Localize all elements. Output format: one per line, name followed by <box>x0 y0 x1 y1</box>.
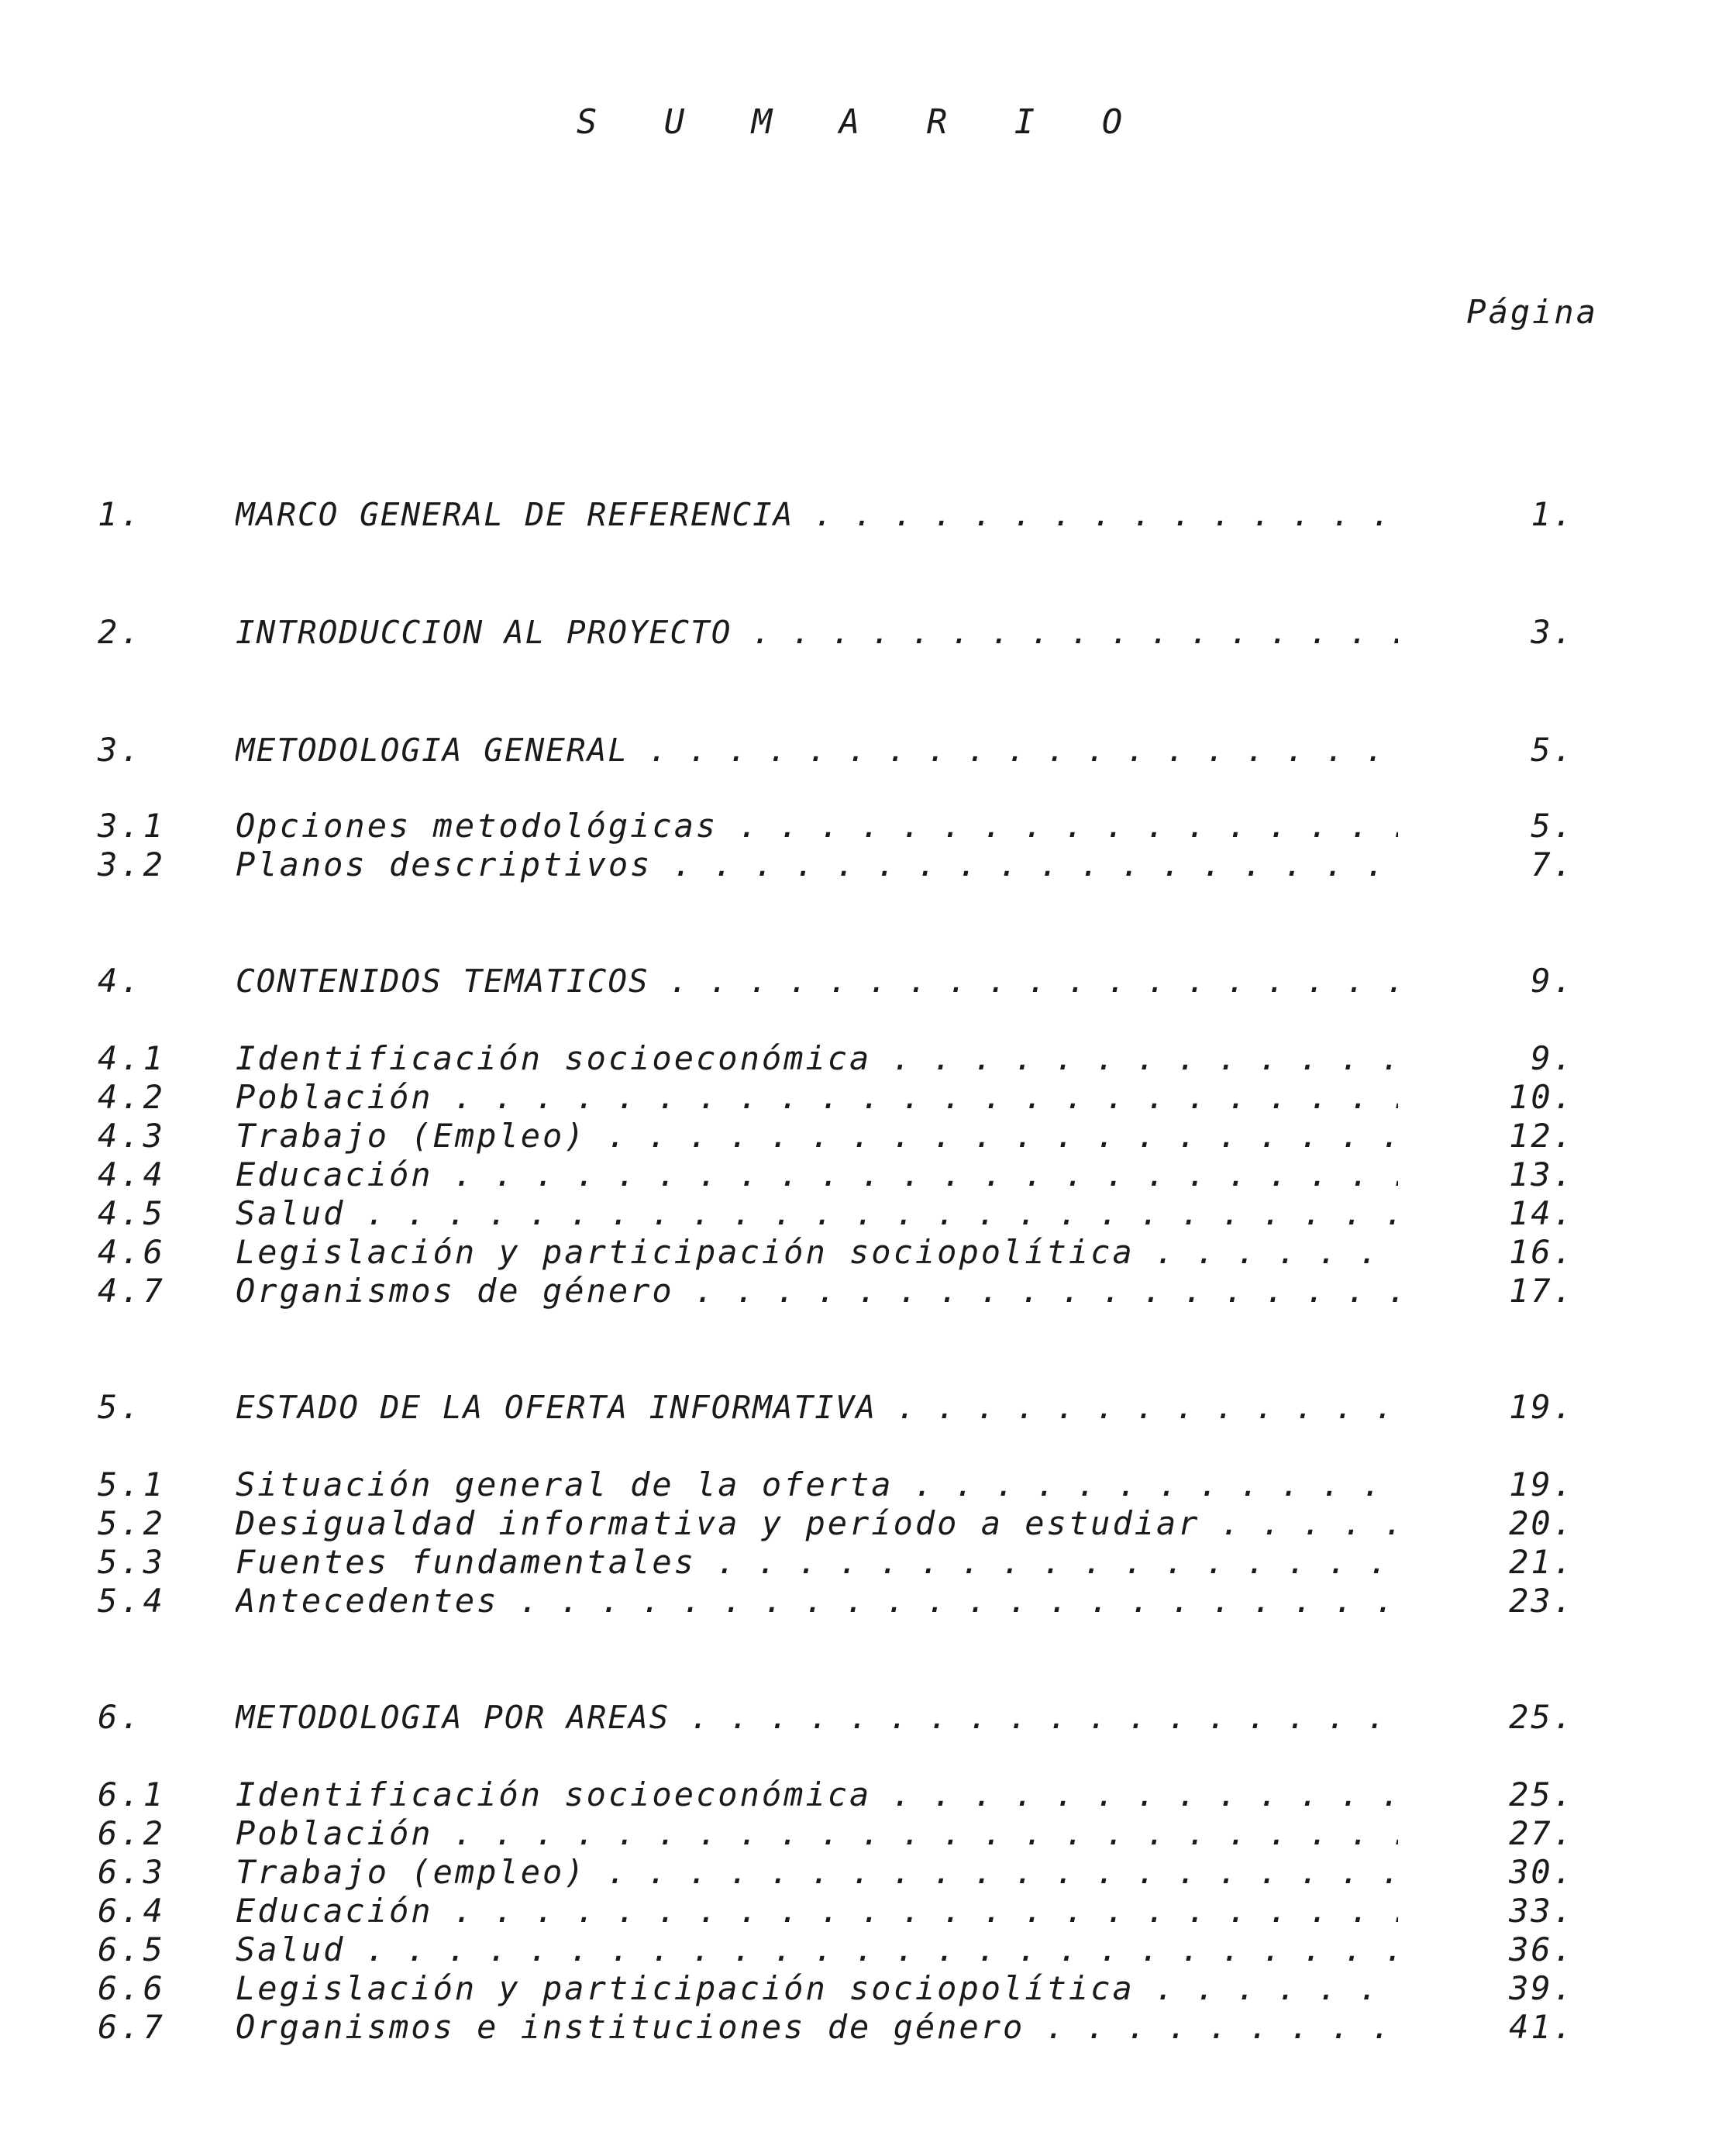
toc-entry-number: 4. <box>98 962 143 1000</box>
toc-entry <box>0 1503 1722 1544</box>
toc-entry-number: 4.6 <box>98 1233 166 1271</box>
toc-entry-label: METODOLOGIA GENERAL . . . <box>236 730 1398 770</box>
toc-entry-page: 19. <box>1509 1388 1575 1426</box>
toc-entry-number: 6. <box>98 1698 143 1736</box>
toc-entry-number: 4.7 <box>98 1272 166 1310</box>
toc-entry-label: METODOLOGIA POR AREAS . . . <box>236 1697 1398 1738</box>
toc-entry <box>0 612 1722 653</box>
toc-entry <box>0 961 1722 1001</box>
toc-entry-number: 4.1 <box>98 1039 166 1077</box>
toc-entry <box>0 1581 1722 1621</box>
toc-entry-label: Opciones metodológicas . . . <box>236 806 1398 846</box>
toc-entry-page: 19. <box>1509 1465 1575 1503</box>
toc-entry-page: 25. <box>1509 1775 1575 1813</box>
toc-entry <box>0 1387 1722 1428</box>
toc-entry <box>0 494 1722 535</box>
toc-entry <box>0 1697 1722 1738</box>
toc-entry <box>0 730 1722 770</box>
toc-entry-label: Trabajo (Empleo) . . . <box>236 1116 1398 1156</box>
page-title: S U M A R I O <box>576 102 1146 142</box>
toc-entry <box>0 1116 1722 1156</box>
toc-entry-number: 2. <box>98 613 143 651</box>
toc-entry-label: Legislación y participación sociopolítica . . . <box>236 1968 1398 2009</box>
toc-entry <box>0 1813 1722 1854</box>
toc-entry-label: Organismos e instituciones de género . . . <box>236 2007 1398 2048</box>
toc-entry-number: 3.2 <box>98 846 166 883</box>
toc-entry-page: 9. <box>1531 1039 1575 1077</box>
toc-entry-page: 25. <box>1509 1698 1575 1736</box>
toc-entry-number: 4.5 <box>98 1194 166 1232</box>
page-column-header: Página <box>1466 293 1598 331</box>
toc-entry-page: 3. <box>1531 613 1575 651</box>
toc-entry-number: 6.6 <box>98 1969 166 2007</box>
toc-entry <box>0 1465 1722 1505</box>
toc-entry-label: Población . . . <box>236 1813 1398 1854</box>
toc-entry-label: INTRODUCCION AL PROYECTO . . . <box>236 612 1398 653</box>
toc-entry-page: 1. <box>1531 495 1575 533</box>
toc-entry-label: Situación general de la oferta . . . <box>236 1465 1398 1505</box>
toc-entry-page: 9. <box>1531 962 1575 1000</box>
toc-entry-number: 5.1 <box>98 1465 166 1503</box>
toc-entry-number: 3. <box>98 731 143 769</box>
toc-entry <box>0 1968 1722 2009</box>
toc-entry <box>0 1891 1722 1931</box>
toc-entry-label: Salud . . . <box>236 1193 1398 1234</box>
toc-entry-number: 5.2 <box>98 1504 166 1542</box>
toc-entry-page: 30. <box>1509 1853 1575 1891</box>
toc-entry-label: Identificación socioeconómica . . . <box>236 1775 1398 1815</box>
toc-entry-page: 14. <box>1509 1194 1575 1232</box>
toc-entry <box>0 1271 1722 1311</box>
toc-entry-number: 5. <box>98 1388 143 1426</box>
toc-entry <box>0 806 1722 846</box>
toc-entry-number: 6.5 <box>98 1930 166 1968</box>
toc-entry <box>0 1930 1722 1970</box>
toc-entry <box>0 1775 1722 1815</box>
toc-entry-page: 23. <box>1509 1582 1575 1620</box>
toc-entry-page: 16. <box>1509 1233 1575 1271</box>
toc-entry-number: 4.2 <box>98 1078 166 1116</box>
toc-entry <box>0 1852 1722 1893</box>
toc-entry-page: 17. <box>1509 1272 1575 1310</box>
toc-entry <box>0 1232 1722 1273</box>
toc-entry <box>0 1542 1722 1583</box>
toc-entry-number: 1. <box>98 495 143 533</box>
toc-entry-label: Organismos de género . . . <box>236 1271 1398 1311</box>
toc-entry-label: Fuentes fundamentales . . . <box>236 1542 1398 1583</box>
toc-entry-number: 4.4 <box>98 1155 166 1193</box>
toc-entry <box>0 1077 1722 1118</box>
toc-entry-number: 6.4 <box>98 1892 166 1930</box>
toc-entry-number: 4.3 <box>98 1117 166 1155</box>
toc-entry-page: 33. <box>1509 1892 1575 1930</box>
toc-entry-label: Identificación socioeconómica . . . <box>236 1038 1398 1079</box>
toc-entry-page: 21. <box>1509 1543 1575 1581</box>
toc-entry-number: 5.4 <box>98 1582 166 1620</box>
toc-entry-label: ESTADO DE LA OFERTA INFORMATIVA . . . <box>236 1387 1398 1428</box>
toc-entry-label: Legislación y participación sociopolítica . . . <box>236 1232 1398 1273</box>
toc-entry <box>0 1155 1722 1195</box>
toc-entry-page: 10. <box>1509 1078 1575 1116</box>
toc-entry-label: Planos descriptivos . . . <box>236 845 1398 885</box>
toc-entry-label: Educación . . . <box>236 1891 1398 1931</box>
toc-entry-label: Desigualdad informativa y período a estudiar . . . <box>236 1503 1398 1544</box>
toc-entry-label: Salud . . . <box>236 1930 1398 1970</box>
toc-entry-page: 39. <box>1509 1969 1575 2007</box>
toc-entry <box>0 1038 1722 1079</box>
toc-entry-number: 6.3 <box>98 1853 166 1891</box>
toc-entry-page: 13. <box>1509 1155 1575 1193</box>
toc-entry-page: 20. <box>1509 1504 1575 1542</box>
toc-entry-label: CONTENIDOS TEMATICOS . . . <box>236 961 1398 1001</box>
toc-entry-label: Educación . . . <box>236 1155 1398 1195</box>
toc-entry-page: 27. <box>1509 1814 1575 1852</box>
toc-entry-label: Antecedentes . . . <box>236 1581 1398 1621</box>
toc-entry-number: 5.3 <box>98 1543 166 1581</box>
toc-entry <box>0 2007 1722 2048</box>
toc-entry-number: 3.1 <box>98 807 166 845</box>
toc-entry <box>0 1193 1722 1234</box>
toc-entry-page: 5. <box>1531 731 1575 769</box>
toc-entry-label: MARCO GENERAL DE REFERENCIA . . . <box>236 494 1398 535</box>
toc-entry-page: 12. <box>1509 1117 1575 1155</box>
toc-entry-page: 5. <box>1531 807 1575 845</box>
toc-entry-number: 6.2 <box>98 1814 166 1852</box>
toc-entry-number: 6.1 <box>98 1775 166 1813</box>
toc-entry <box>0 845 1722 885</box>
toc-entry-page: 7. <box>1531 846 1575 883</box>
toc-entry-page: 41. <box>1509 2008 1575 2046</box>
toc-entry-label: Trabajo (empleo) . . . <box>236 1852 1398 1893</box>
toc-entry-number: 6.7 <box>98 2008 166 2046</box>
toc-entry-label: Población . . . <box>236 1077 1398 1118</box>
toc-entry-page: 36. <box>1509 1930 1575 1968</box>
